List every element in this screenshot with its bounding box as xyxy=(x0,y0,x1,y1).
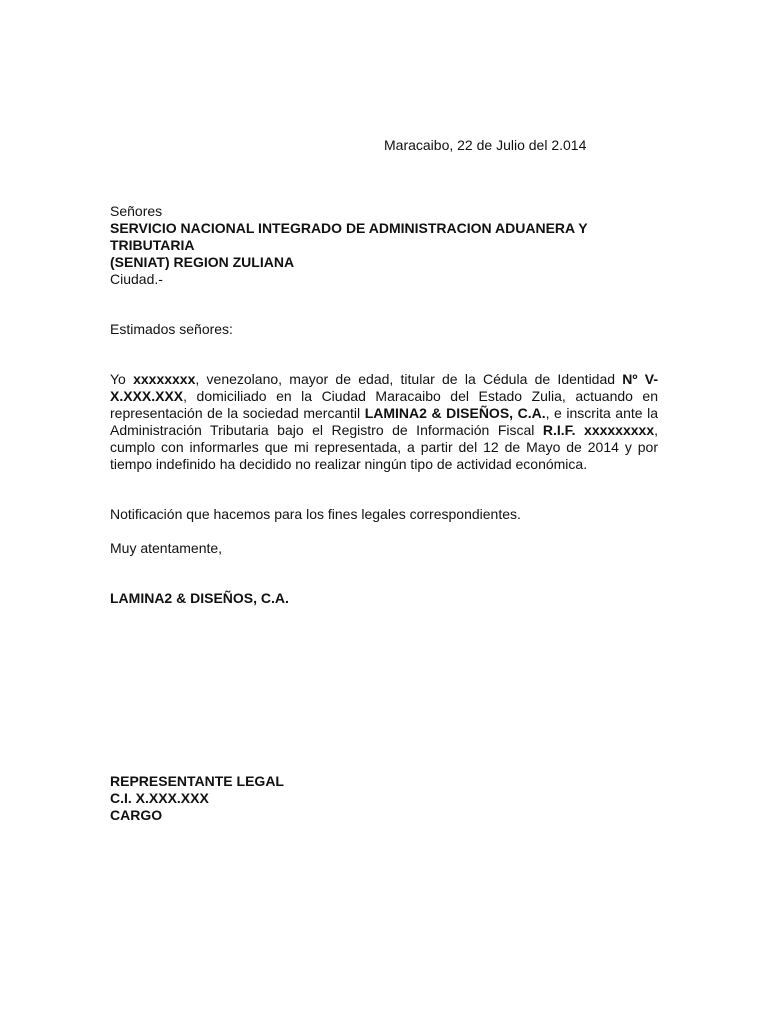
body-text-3: , domiciliado en la Ciudad Maracaibo del Estado Zulia, actuando en representación de la sociedad mercantil xyxy=(110,388,658,421)
addressee-salutation: Señores xyxy=(110,203,163,219)
signature-role: REPRESENTANTE LEGAL xyxy=(110,773,284,789)
signature-block xyxy=(110,773,658,824)
date-line: Maracaibo, 22 de Julio del 2.014 xyxy=(384,137,587,153)
id-number: Nº V-X.XXX.XXX xyxy=(110,371,658,404)
notice-line: Notificación que hacemos para los fines legales correspondientes. xyxy=(110,506,521,522)
addressee-block xyxy=(110,203,658,288)
body-text-5: , cumplo con informarles que mi representada, a partir del 12 de Mayo de 2014 y por tiempo indefinido ha decidido no realizar ningún tipo de actividad económica. xyxy=(110,422,659,472)
signature-id: C.I. X.XXX.XXX xyxy=(110,790,209,806)
addressee-city: Ciudad.- xyxy=(110,271,163,287)
addressee-region: (SENIAT) REGION ZULIANA xyxy=(110,254,295,270)
signer-name: xxxxxxxx xyxy=(133,371,196,387)
rif-number: R.I.F. xxxxxxxxx xyxy=(542,422,655,438)
company-signature: LAMINA2 & DISEÑOS, C.A. xyxy=(110,590,289,606)
signature-position: CARGO xyxy=(110,807,163,823)
addressee-organization: SERVICIO NACIONAL INTEGRADO DE ADMINISTRACION ADUANERA Y TRIBUTARIA xyxy=(110,220,588,253)
closing-line: Muy atentamente, xyxy=(110,540,223,556)
company-name: LAMINA2 & DISEÑOS, C.A. xyxy=(364,405,546,421)
greeting: Estimados señores: xyxy=(110,321,233,337)
body-text-2: , venezolano, mayor de edad, titular de la Cédula de Identidad xyxy=(195,371,623,387)
body-paragraph xyxy=(110,371,658,473)
body-text-4: , e inscrita ante la Administración Tributaria bajo el Registro de Información Fiscal xyxy=(110,405,658,438)
body-text-1: Yo xyxy=(110,371,134,387)
